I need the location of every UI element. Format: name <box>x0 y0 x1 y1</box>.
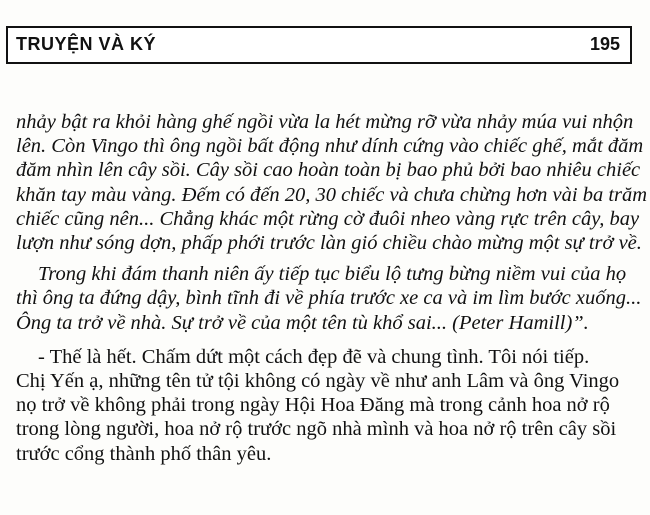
text-line: nọ trở về không phải trong ngày Hội Hoa Đăng mà trong cảnh hoa nở rộ <box>16 394 610 417</box>
text-line: Chị Yến ạ, những tên tử tội không có ngày về như anh Lâm và ông Vingo <box>16 370 620 393</box>
page-number: 195 <box>589 34 620 54</box>
text-line: lượn như sóng dợn, phấp phới trước làn gió chiều chào mừng một sự trở về. <box>16 232 642 255</box>
text-line: thì ông ta đứng dậy, bình tĩnh đi về phía trước xe ca và im lìm bước xuống... <box>16 287 642 310</box>
paragraph-3 <box>16 345 634 466</box>
paragraph-2 <box>16 262 642 335</box>
text-line: nhảy bật ra khỏi hàng ghế ngồi vừa la hét mừng rỡ vừa nhảy múa vui nhộn <box>16 111 634 133</box>
text-line: trong lòng người, hoa nở rộ trước ngõ nhà mình và hoa nở rộ trên cây sồi <box>16 418 617 441</box>
paragraph-1 <box>16 110 648 255</box>
text-line: - Thế là hết. Chấm dứt một cách đẹp đẽ và chung tình. Tôi nói tiếp. <box>38 345 590 368</box>
running-header <box>6 26 632 64</box>
text-line: khăn tay màu vàng. Đếm có đến 20, 30 chiếc và chưa chừng hơn vài ba trăm <box>16 183 648 206</box>
text-line: lên. Còn Vingo thì ông ngồi bất động như dính cứng vào chiếc ghế, mắt đăm <box>16 135 644 158</box>
text-line: trước cổng thành phố thân yêu. <box>16 442 272 465</box>
body-text <box>16 110 648 466</box>
text-line: đăm nhìn lên cây sồi. Cây sồi cao hoàn toàn bị bao phủ bởi bao nhiêu chiếc <box>16 159 641 182</box>
text-line: Trong khi đám thanh niên ấy tiếp tục biểu lộ tưng bừng niềm vui của họ <box>38 263 627 286</box>
text-line: chiếc cũng nên... Chẳng khác một rừng cờ đuôi nheo vàng rực trên cây, bay <box>16 207 640 230</box>
text-line: Ông ta trở về nhà. Sự trở về của một tên tù khổ sai... (Peter Hamill)”. <box>16 311 589 334</box>
header-title: TRUYỆN VÀ KÝ <box>16 34 157 54</box>
